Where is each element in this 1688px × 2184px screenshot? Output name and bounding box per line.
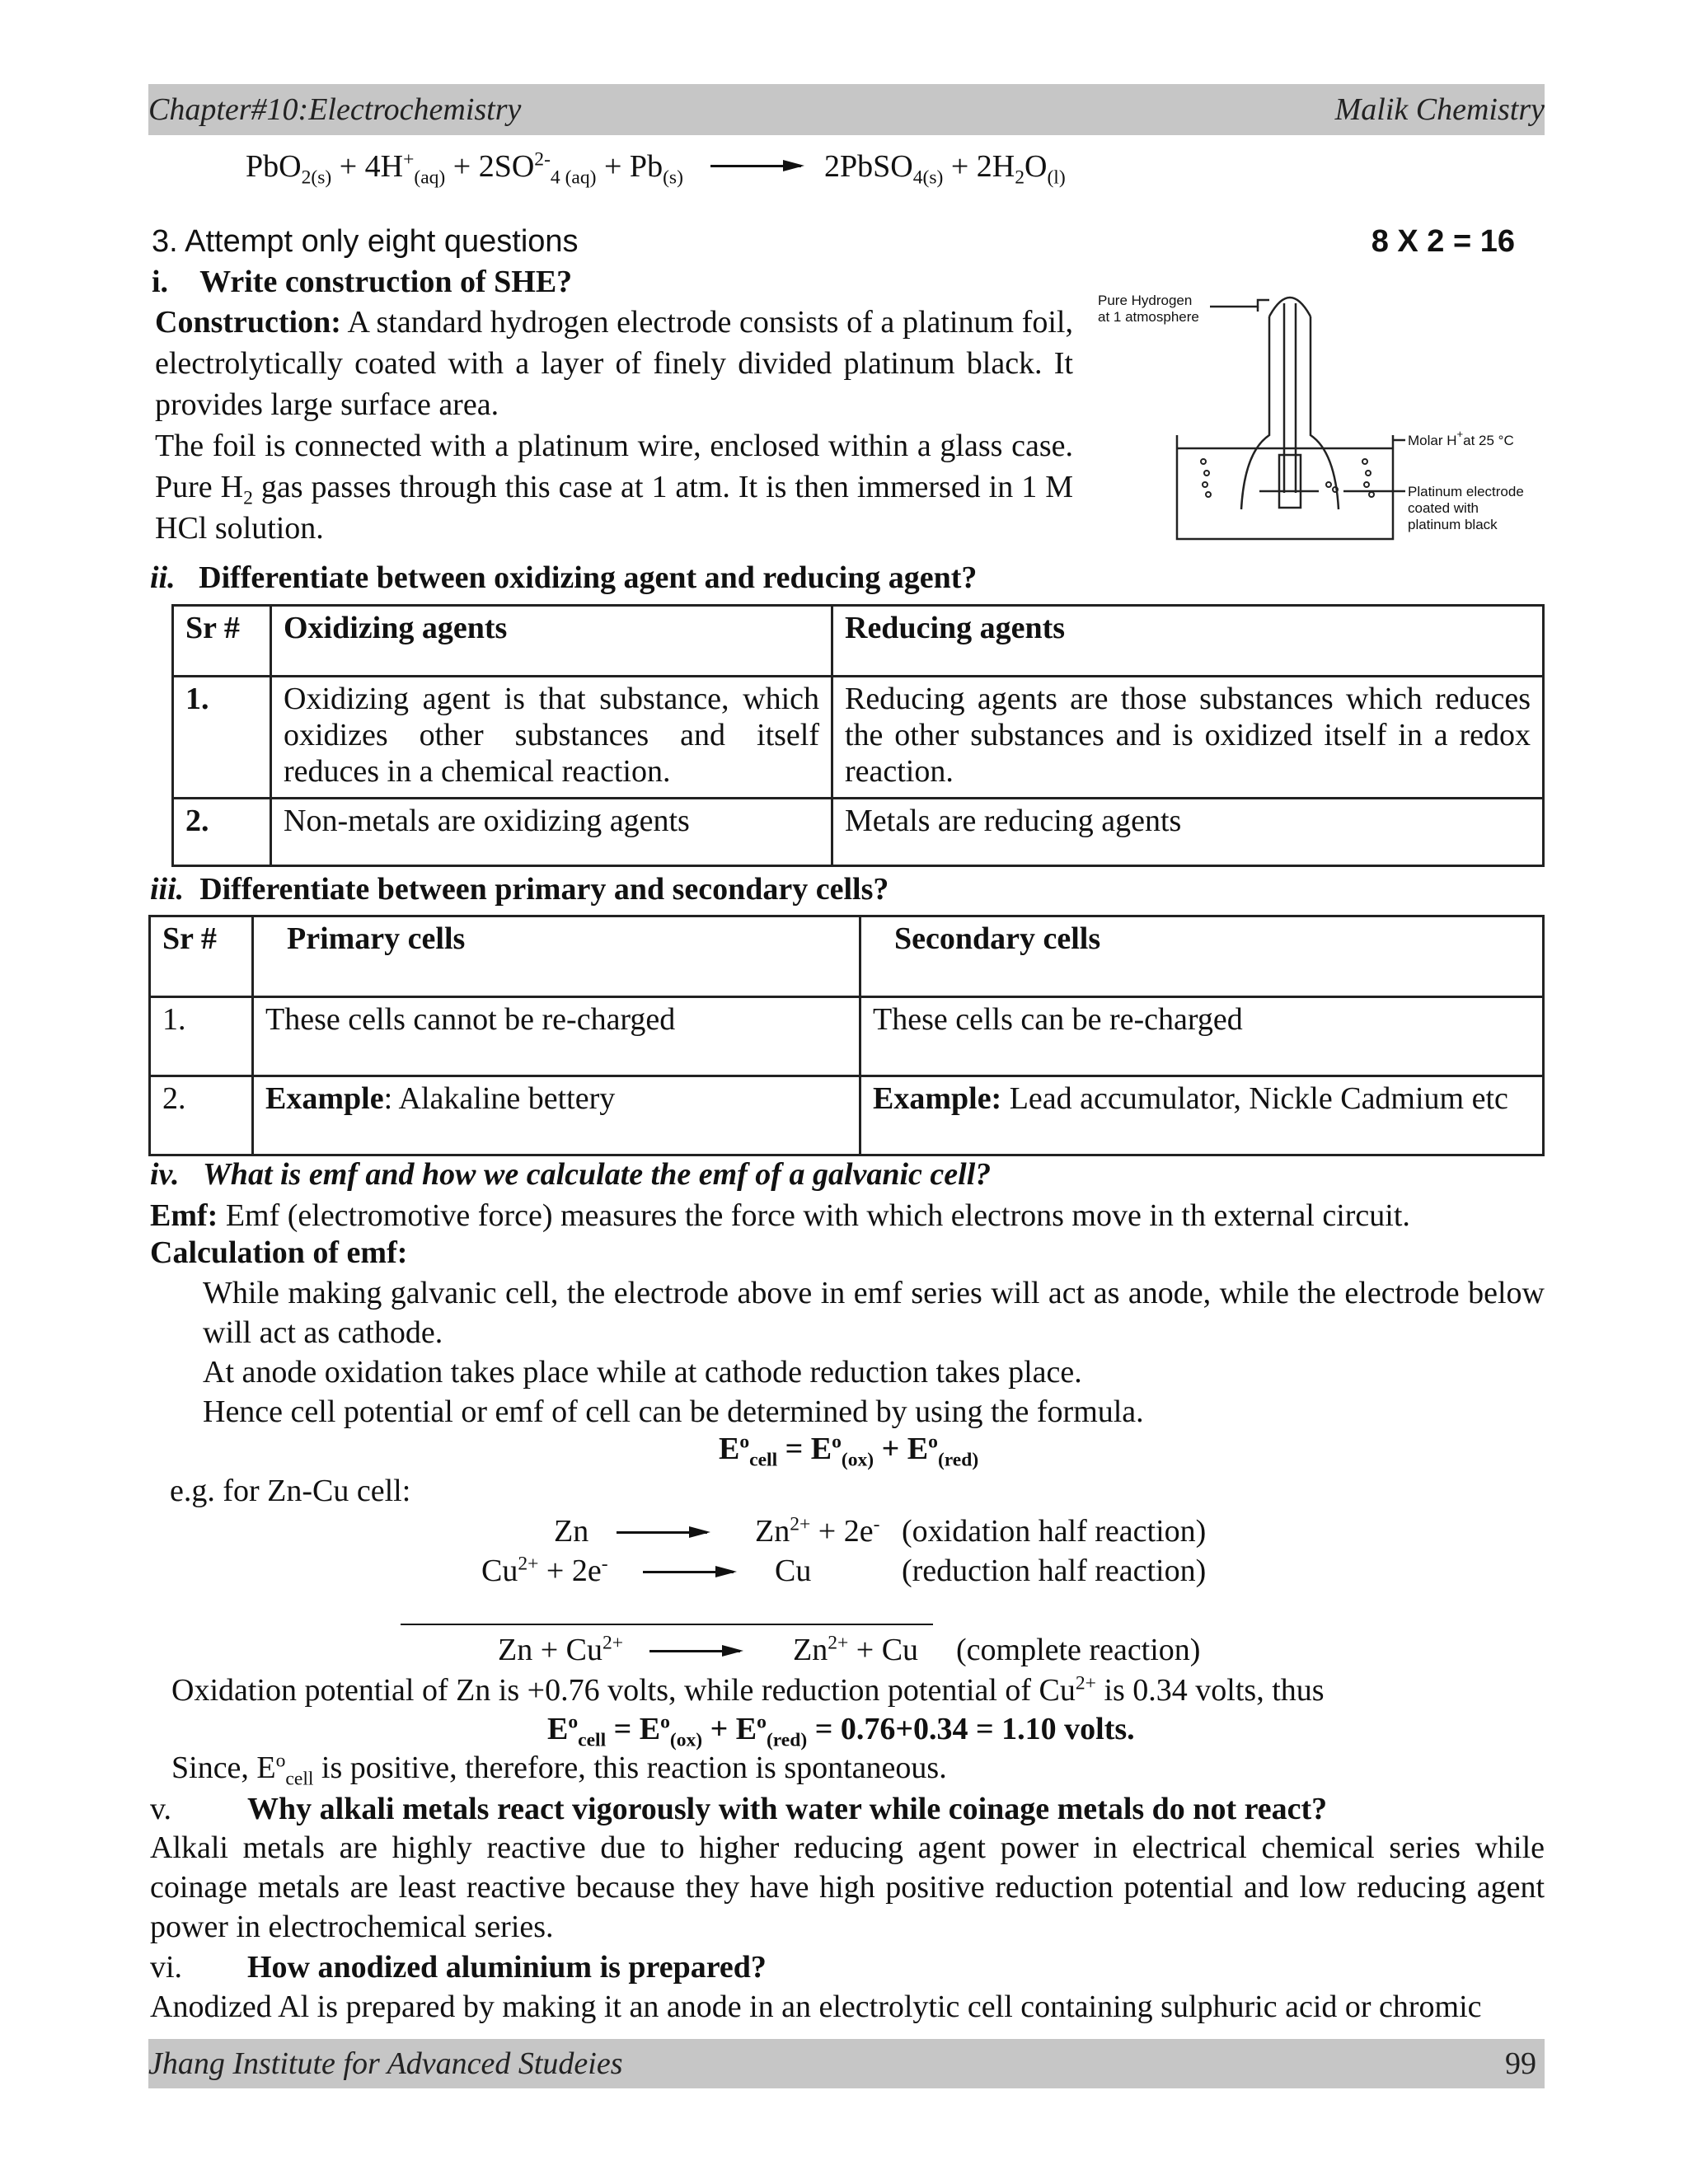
- section-heading: 3. Attempt only eight questions: [152, 224, 579, 259]
- emf-calculation: $E^o_{cell} = E^o_{(ox)} + E^o_{(red)} = 0.76+0.34 = 1.10$ volts.: [547, 1711, 1135, 1751]
- net-arrow: [649, 1650, 740, 1652]
- page-footer: [148, 2039, 1545, 2088]
- table-cell: 1.: [173, 677, 271, 799]
- ox-arrow: [617, 1531, 707, 1534]
- page-header: [148, 84, 1545, 135]
- question-iii: iii. Differentiate between primary and secondary cells?: [150, 872, 889, 907]
- emf-formula: $E^o_{cell} = E^o_{(ox)} + E^o_{(red)}$: [719, 1431, 979, 1471]
- table-cell: These cells can be re-charged: [860, 997, 1544, 1076]
- table-cell: Non-metals are oxidizing agents: [271, 799, 832, 866]
- label-pt-electrode: Platinum electrode: [1408, 484, 1524, 499]
- top-reaction-products: 2PbSO$_{4(s)}$ + $2H_2O_{(l)}$: [824, 149, 1066, 189]
- question-ii: ii. Differentiate between oxidizing agent and reducing agent?: [150, 560, 978, 595]
- label-pt-black: platinum black: [1408, 517, 1498, 532]
- institute-name: Jhang Institute for Advanced Studeies: [148, 2046, 623, 2081]
- emf-definition: Emf: Emf (electromotive force) measures the force with which electrons move in th external circuit.: [150, 1198, 1410, 1233]
- label-one-atm: at 1 atmosphere: [1098, 309, 1199, 325]
- red-half-right: Cu: [775, 1554, 812, 1588]
- primary-secondary-table: [148, 915, 1545, 1156]
- table-cell: Reducing agents are those substances which reduces the other substances and is oxidized itself in a redox reaction.: [832, 677, 1544, 799]
- ox-half-left: Zn: [554, 1514, 589, 1549]
- answer-vi: Anodized Al is prepared by making it an anode in an electrolytic cell containing sulphuric acid or chromic: [150, 1990, 1482, 2024]
- section-marks: 8 X 2 = 16: [1371, 224, 1515, 259]
- spontaneous-statement: Since, $E^o_{cell}$ is positive, therefore, this reaction is spontaneous.: [171, 1750, 947, 1790]
- table-cell: 2.: [173, 799, 271, 866]
- ox-half-note: (oxidation half reaction): [902, 1514, 1207, 1549]
- question-vi: vi. How anodized aluminium is prepared?: [150, 1950, 767, 1985]
- red-half-left: $Cu^{2+} + 2e^-$: [481, 1553, 608, 1588]
- question-i: i. Write construction of SHE?: [152, 265, 573, 299]
- top-reaction-reactants: $PbO_{2(s)} + 4H^+_{(aq)} + 2SO^{2-}_{4 (aq)} + Pb_{(s)}$: [246, 148, 683, 189]
- red-arrow: [643, 1571, 734, 1573]
- sum-line: [401, 1624, 933, 1625]
- example-label: e.g. for Zn-Cu cell:: [170, 1474, 411, 1508]
- oxidizing-reducing-table: [171, 604, 1545, 867]
- table-header: Sr #: [173, 606, 271, 677]
- book-title: Malik Chemistry: [1334, 92, 1545, 127]
- net-left: $Zn + Cu^{2+}$: [498, 1632, 624, 1667]
- emf-explanation: While making galvanic cell, the electrode above in emf series will act as anode, while the electrode below will act as cathode. At anode oxidation takes place while at cathode reduction takes place. Hence cell potential or emf of cell can be determined by using the formula.: [203, 1276, 1545, 1429]
- net-right: $Zn^{2+} + Cu$: [793, 1632, 919, 1667]
- table-header: Reducing agents: [832, 606, 1544, 677]
- table-cell: 2.: [150, 1076, 253, 1155]
- she-diagram: [1096, 279, 1541, 551]
- label-pt-coated: coated with: [1408, 500, 1479, 516]
- table-cell: Oxidizing agent is that substance, which oxidizes other substances and itself reduces in a chemical reaction.: [271, 677, 832, 799]
- question-v: v. Why alkali metals react vigorously with water while coinage metals do not react?: [150, 1792, 1328, 1826]
- table-cell: Metals are reducing agents: [832, 799, 1544, 866]
- table-cell: Example: Alakaline bettery: [253, 1076, 860, 1155]
- reaction-arrow: [710, 165, 801, 167]
- calc-emf-heading: Calculation of emf:: [150, 1235, 408, 1270]
- table-cell: Example: Lead accumulator, Nickle Cadmium etc: [860, 1076, 1544, 1155]
- table-cell: These cells cannot be re-charged: [253, 997, 860, 1076]
- table-cell: 1.: [150, 997, 253, 1076]
- answer-v: Alkali metals are highly reactive due to higher reducing agent power in electrical chemical series while coinage metals are least reactive because they have high positive reduction potential and low reducing agent power in electrochemical series.: [150, 1830, 1545, 1944]
- chapter-title: Chapter#10:Electrochemistry: [148, 92, 522, 127]
- question-iv: iv. What is emf and how we calculate the emf of a galvanic cell?: [150, 1157, 992, 1192]
- table-header: Secondary cells: [860, 916, 1544, 997]
- table-header: Oxidizing agents: [271, 606, 832, 677]
- table-header: Primary cells: [253, 916, 860, 997]
- label-pure-hydrogen: Pure Hydrogen: [1098, 293, 1193, 308]
- ox-half-right: $Zn^{2+} + 2e^-$: [755, 1513, 880, 1549]
- label-molar-h: Molar H+at 25 °C: [1408, 428, 1514, 448]
- page-number: 99: [1505, 2046, 1536, 2081]
- table-header: Sr #: [150, 916, 253, 997]
- she-construction-text: Construction: A standard hydrogen electrode consists of a platinum foil, electrolytically coated with a layer of finely divided platinum black. It provides large surface area. The foil is connected with a platinum wire, enclosed within a glass case. Pure $H_2$ gas passes through this case at 1 atm. It is then immersed in 1 M HCl solution.: [155, 305, 1073, 546]
- potential-statement: Oxidation potential of Zn is +0.76 volts, while reduction potential of $Cu^{2+}$ is 0.34 volts, thus: [171, 1672, 1325, 1708]
- net-note: (complete reaction): [956, 1633, 1201, 1667]
- red-half-note: (reduction half reaction): [902, 1554, 1207, 1588]
